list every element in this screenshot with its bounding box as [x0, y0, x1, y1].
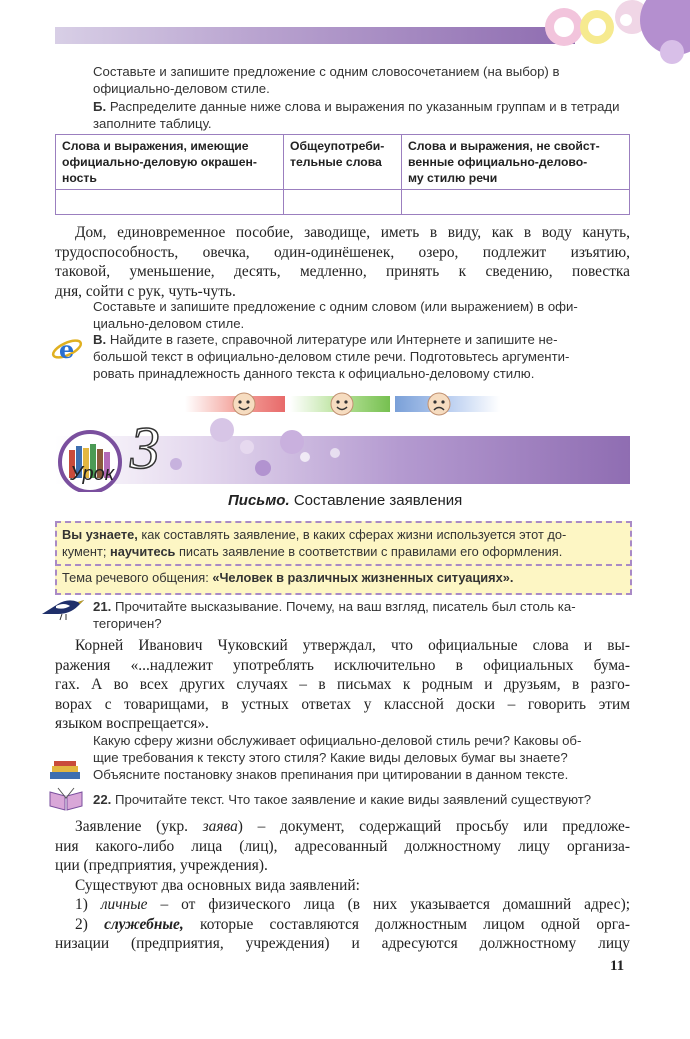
exercise-number: 21. — [93, 599, 112, 614]
chukovsky-quote: Корней Иванович Чуковский утверждал, что официальные слова и вы- ражения «...надлежит употреблять исключительно в официальных бума- гах. А во всех других случаях – в письмах к родным и друзьям, в разго- ворах с товарищами, в устных ответах у классной доски – говорить этим языком воспрещается». — [55, 637, 630, 732]
word-list: Дом, единовременное пособие, заводище, иметь в виду, как в воду кануть, трудоспособность, овечка, один-одинёшенек, озеро, подлежит изъятию, таковой, уменьшение, десять, медленно, принять к сведению, повестка дня, сойти с рук, чуть-чуть. — [55, 224, 630, 300]
classification-table — [55, 134, 630, 215]
table-header-common: Общеупотреби- тельные слова — [284, 135, 402, 190]
lesson-title: Письмо. Составление заявления — [228, 492, 463, 509]
happy-face-icon — [328, 390, 356, 423]
task-v-label: В. — [93, 332, 107, 347]
task-b-label: Б. — [93, 99, 107, 114]
lesson-word: Урок — [70, 463, 115, 485]
objectives-text: Вы узнаете, как составлять заявление, в каких сферах жизни используется этот до- кумент; научитесь писать заявление в соответствии с правилами его оформления. — [62, 527, 567, 559]
speech-topic: Тема речевого общения: «Человек в различных жизненных ситуациях». — [62, 570, 514, 585]
happy-face-icon — [230, 390, 258, 423]
table-cell-empty — [402, 190, 630, 215]
exercise-number: 22. — [93, 792, 112, 807]
task-a-text: Составьте и запишите предложение с одним словосочетанием (на выбор) в официально-деловом стиле. — [93, 64, 560, 96]
header-band — [55, 27, 575, 44]
exercise-21-task: 21. Прочитайте высказывание. Почему, на ваш взгляд, писатель был столь ка- тегоричен? — [93, 599, 576, 631]
sad-face-icon — [425, 390, 453, 423]
application-definition: Заявление (укр. заява) – документ, содержащий просьбу или предложе- ния какого-либо лица (лиц), адресованный должностному лицу организа- ции (предприятия, учреждения). Существуют два основных вида заявлений: 1) личные – от физического лица (в них указывается домашний адрес); 2) служебные, которые составляются должностным лицом одной орга- низации (предприятия, учреждения) и адресуются должностному лицу — [55, 818, 630, 952]
objectives-divider — [55, 564, 632, 566]
task-v-text: В. Найдите в газете, справочной литературе или Интернете и запишите не- большой текст в официально-деловом стиле речи. Подготовьтесь аргументи- ровать принадлежность данного текста к официально-деловому стилю. — [93, 332, 570, 381]
exercise-22-task: 22. Прочитайте текст. Что такое заявление и какие виды заявлений существуют? — [93, 792, 592, 807]
page-number: 11 — [610, 958, 625, 974]
internet-explorer-icon — [50, 332, 84, 366]
books-stack-icon — [48, 758, 84, 787]
magpie-icon — [38, 592, 86, 627]
table-cell-empty — [56, 190, 284, 215]
task-b-text: Б. Распределите данные ниже слова и выражения по указанным группам и в тетради заполните таблицу. — [93, 99, 620, 131]
exercise-21-questions: Какую сферу жизни обслуживает официально-деловой стиль речи? Каковы об- щие требования к тексту этого стиля? Какие виды деловых бумаг вы знаете? Объясните постановку знаков препинания при цитировании в данном тексте. — [93, 733, 582, 782]
task-b-followup: Составьте и запишите предложение с одним словом (или выражением) в офи- циально-деловом стиле. — [93, 299, 578, 331]
table-header-non-official: Слова и выражения, не свойст- венные официально-делово- му стилю речи — [402, 135, 630, 190]
lesson-number: 3 — [130, 415, 160, 481]
table-cell-empty — [284, 190, 402, 215]
open-book-icon — [48, 786, 84, 817]
table-header-official: Слова и выражения, имеющие официально-деловую окрашен- ность — [56, 135, 284, 190]
svg-text:e: e — [59, 335, 75, 364]
